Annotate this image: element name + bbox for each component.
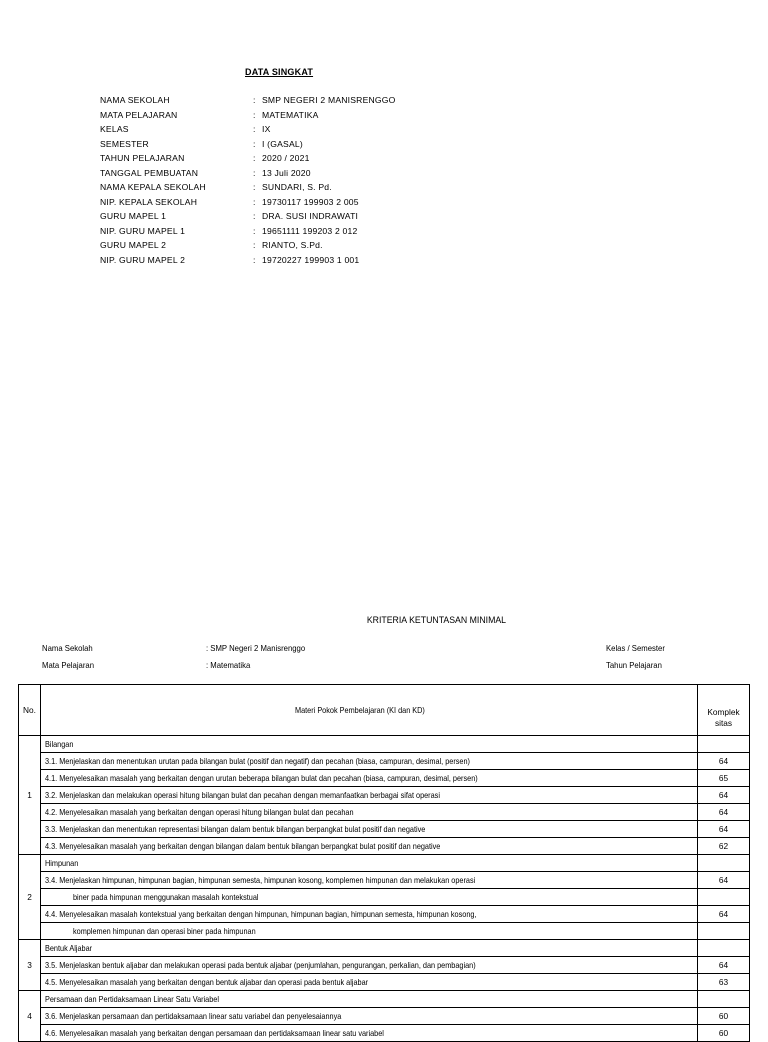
table-row	[19, 957, 750, 974]
data-singkat-value: MATEMATIKA	[262, 109, 319, 120]
table-row	[19, 1025, 750, 1042]
table-row	[19, 872, 750, 889]
materi-text: 4.4. Menyelesaikan masalah kontekstual yang berkaitan dengan himpunan, himpunan bagian, himpunan semesta, himpunan kosong,	[45, 909, 477, 919]
table-row	[19, 923, 750, 940]
materi-text: Persamaan dan Pertidaksamaan Linear Satu Variabel	[45, 994, 219, 1004]
data-singkat-separator: :	[253, 153, 256, 163]
materi-text: 3.4. Menjelaskan himpunan, himpunan bagian, himpunan semesta, himpunan kosong, komplemen himpunan dan melakukan operasi	[45, 875, 476, 885]
materi-cell	[41, 1008, 698, 1025]
kkm-table	[18, 684, 750, 1042]
kompleksitas-cell	[698, 855, 750, 872]
materi-text: 4.2. Menyelesaikan masalah yang berkaitan dengan operasi hitung bilangan bulat dan pecahan	[45, 807, 354, 817]
data-singkat-separator: :	[253, 182, 256, 192]
kompleksitas-cell: 64	[698, 787, 750, 804]
materi-cell	[41, 889, 698, 906]
materi-cell	[41, 753, 698, 770]
materi-text: 3.5. Menjelaskan bentuk aljabar dan melakukan operasi pada bentuk aljabar (penjumlahan, pengurangan, perkalian, dan pembagian)	[45, 960, 476, 970]
kompleksitas-cell: 64	[698, 872, 750, 889]
group-number: 3	[19, 940, 41, 991]
materi-cell	[41, 787, 698, 804]
data-singkat-separator: :	[253, 95, 256, 105]
group-number: 4	[19, 991, 41, 1042]
materi-cell	[41, 906, 698, 923]
kompleksitas-cell: 62	[698, 838, 750, 855]
kkm-title: KRITERIA KETUNTASAN MINIMAL	[366, 615, 507, 626]
data-singkat-label: NAMA KEPALA SEKOLAH	[100, 182, 206, 192]
materi-text: Himpunan	[45, 858, 79, 868]
materi-cell	[41, 770, 698, 787]
materi-cell	[41, 872, 698, 889]
kompleksitas-cell: 60	[698, 1025, 750, 1042]
materi-cell	[41, 736, 698, 753]
table-header-row	[19, 685, 750, 736]
kompleksitas-cell	[698, 889, 750, 906]
topic-row	[19, 991, 750, 1008]
data-singkat-label: TAHUN PELAJARAN	[100, 153, 185, 163]
materi-cell	[41, 804, 698, 821]
kompleksitas-cell: 60	[698, 1008, 750, 1025]
data-singkat-separator: :	[253, 240, 256, 250]
topic-row	[19, 736, 750, 753]
topic-row	[19, 855, 750, 872]
data-singkat-label: NIP. GURU MAPEL 1	[100, 225, 186, 236]
data-singkat-value: SMP NEGERI 2 MANISRENGGO	[262, 95, 396, 105]
kompleksitas-cell	[698, 736, 750, 753]
materi-text: komplemen himpunan dan operasi biner pada himpunan	[73, 926, 256, 936]
data-singkat-separator: :	[253, 211, 256, 221]
kompleksitas-cell	[698, 991, 750, 1008]
data-singkat-separator: :	[253, 225, 256, 236]
school-name-label: Nama Sekolah	[42, 643, 93, 653]
table-row	[19, 804, 750, 821]
data-singkat-label: MATA PELAJARAN	[100, 109, 178, 120]
data-singkat-separator: :	[253, 138, 256, 149]
data-singkat-value: I (GASAL)	[262, 138, 303, 149]
kompleksitas-cell	[698, 940, 750, 957]
materi-text: 3.2. Menjelaskan dan melakukan operasi hitung bilangan bulat dan pecahan dengan memanfaatkan berbagai sifat operasi	[45, 790, 440, 800]
materi-text: 4.5. Menyelesaikan masalah yang berkaitan dengan bentuk aljabar dan operasi pada bentuk aljabar	[45, 977, 369, 987]
data-singkat-value: DRA. SUSI INDRAWATI	[262, 211, 359, 221]
materi-cell	[41, 1025, 698, 1042]
topic-row	[19, 940, 750, 957]
class-semester-label: Kelas / Semester	[606, 643, 665, 653]
data-singkat-label: NIP. KEPALA SEKOLAH	[100, 196, 198, 207]
materi-text: 3.6. Menjelaskan persamaan dan pertidaksamaan linear satu variabel dan penyelesaiannya	[45, 1011, 342, 1021]
data-singkat-value: RIANTO, S.Pd.	[262, 240, 323, 250]
table-row	[19, 906, 750, 923]
kompleksitas-cell: 63	[698, 974, 750, 991]
kompleksitas-cell: 65	[698, 770, 750, 787]
data-singkat-label: GURU MAPEL 1	[100, 211, 167, 221]
kompleksitas-cell: 64	[698, 821, 750, 838]
data-singkat-separator: :	[253, 167, 256, 178]
data-singkat-value: 19730117 199903 2 005	[262, 196, 359, 207]
table-row	[19, 1008, 750, 1025]
data-singkat-label: KELAS	[100, 124, 129, 134]
materi-cell	[41, 838, 698, 855]
table-row	[19, 787, 750, 804]
materi-text: 3.3. Menjelaskan dan menentukan representasi bilangan dalam bentuk bilangan berpangkat bulat positif dan negative	[45, 824, 426, 834]
data-singkat-label: NAMA SEKOLAH	[100, 95, 170, 105]
materi-text: Bilangan	[45, 739, 74, 749]
group-number: 2	[19, 855, 41, 940]
materi-cell	[41, 957, 698, 974]
header-materi-text: Materi Pokok Pembelajaran (KI dan KD)	[295, 704, 426, 715]
data-singkat-separator: :	[253, 124, 256, 134]
data-singkat-value: IX	[262, 124, 271, 134]
kompleksitas-cell: 64	[698, 753, 750, 770]
header-komplek-line1: Komplek	[707, 707, 740, 717]
data-singkat-label: SEMESTER	[100, 138, 149, 149]
materi-text: biner pada himpunan menggunakan masalah kontekstual	[73, 892, 259, 902]
table-row	[19, 753, 750, 770]
data-singkat-separator: :	[253, 254, 256, 265]
kompleksitas-cell	[698, 923, 750, 940]
materi-text: 4.6. Menyelesaikan masalah yang berkaitan dengan persamaan dan pertidaksamaan linear satu variabel	[45, 1028, 384, 1038]
data-singkat-label: GURU MAPEL 2	[100, 240, 167, 250]
table-row	[19, 974, 750, 991]
data-singkat-separator: :	[253, 109, 256, 120]
table-row	[19, 770, 750, 787]
materi-text: 4.1. Menyelesaikan masalah yang berkaitan dengan urutan beberapa bilangan bulat dan pecahan (biasa, campuran, desimal, persen)	[45, 773, 478, 783]
data-singkat-value: SUNDARI, S. Pd.	[262, 182, 332, 192]
kompleksitas-cell: 64	[698, 906, 750, 923]
table-row	[19, 889, 750, 906]
data-singkat-value: 13 Juli 2020	[262, 167, 311, 178]
materi-cell	[41, 974, 698, 991]
data-singkat-value: 19720227 199903 1 001	[262, 254, 360, 265]
materi-cell	[41, 923, 698, 940]
materi-cell	[41, 940, 698, 957]
materi-cell	[41, 855, 698, 872]
data-singkat-label: NIP. GURU MAPEL 2	[100, 254, 186, 265]
table-row	[19, 838, 750, 855]
data-singkat-value: 19651111 199203 2 012	[262, 225, 358, 236]
academic-year-label: Tahun Pelajaran	[606, 660, 662, 670]
subject-label: Mata Pelajaran	[42, 660, 95, 670]
subject-value: : Matematika	[206, 660, 251, 670]
data-singkat-value: 2020 / 2021	[262, 153, 310, 163]
materi-text: 4.3. Menyelesaikan masalah yang berkaitan dengan bilangan dalam bentuk bilangan berpangkat bulat positif dan negative	[45, 841, 441, 851]
materi-text: Bentuk Aljabar	[45, 943, 93, 953]
header-komplek-line2: sitas	[714, 718, 733, 728]
school-name-value: : SMP Negeri 2 Manisrenggo	[206, 643, 306, 653]
header-kompleksitas	[698, 685, 750, 736]
materi-cell	[41, 991, 698, 1008]
header-no: No.	[19, 685, 41, 736]
materi-text: 3.1. Menjelaskan dan menentukan urutan pada bilangan bulat (positif dan negatif) dan pecahan (biasa, campuran, desimal, persen)	[45, 756, 470, 766]
materi-cell	[41, 821, 698, 838]
data-singkat-title: DATA SINGKAT	[245, 67, 314, 77]
table-row	[19, 821, 750, 838]
header-materi	[41, 685, 698, 736]
data-singkat-separator: :	[253, 196, 256, 207]
kompleksitas-cell: 64	[698, 804, 750, 821]
group-number: 1	[19, 736, 41, 855]
data-singkat-label: TANGGAL PEMBUATAN	[100, 167, 199, 178]
kompleksitas-cell: 64	[698, 957, 750, 974]
